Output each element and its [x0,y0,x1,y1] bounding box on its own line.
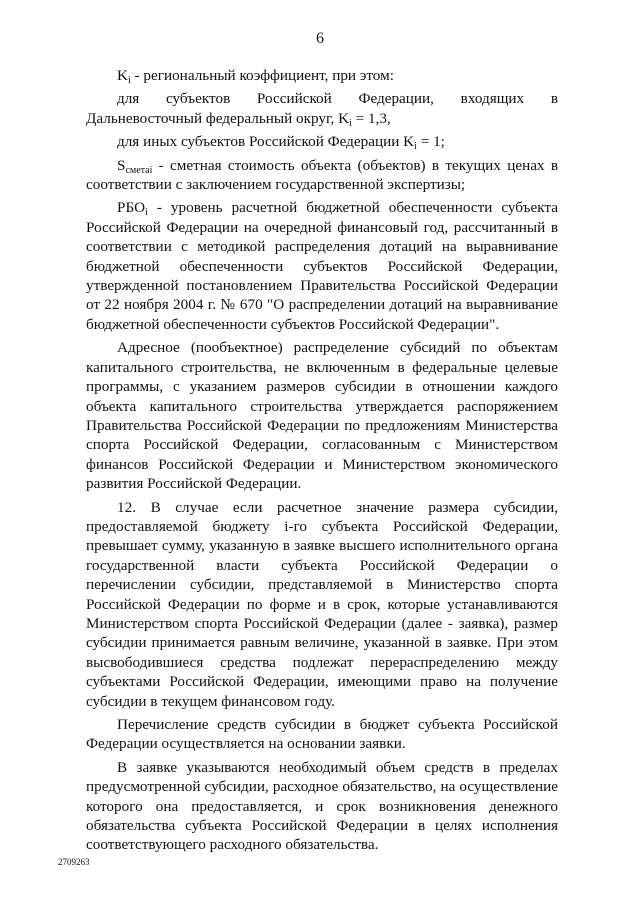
text-run: для иных субъектов Российской Федерации K [117,133,415,151]
text-run: - региональный коэффициент, при этом: [130,67,394,84]
text-run: Адресное (пообъектное) распределение субсидий по объектам капитального строительства, не включенным в федеральные целевые программы, с указанием размеров субсидии в отношении каждого объекта капитального строительства утверждается распоряжением Правительства Российской Федерации по предложениям Министерства спорта Российской Федерации, согласованным с Министерством финансов Российской Федерации и Министерством экономического развития Российской Федерации. [86,339,558,493]
subscript: i [145,207,148,219]
paragraph-ki-def [86,66,558,85]
page-number: 6 [316,30,324,47]
subscript: i [414,141,417,153]
text-run: - уровень расчетной бюджетной обеспеченности субъекта Российской Федерации на очередной финансовый год, рассчитанный в соответствии с методикой распределения дотаций на выравнивание бюджетной обеспеченности субъектов Российской Федерации, утвержденной постановлением Правительства Российской Федерации от 22 ноября 2004 г. № 670 "О распределении дотаций на выравнивание бюджетной обеспеченности субъектов Российской Федерации". [86,199,558,333]
text-run: - сметная стоимость объекта (объектов) в текущих ценах в соответствии с заключением государственной экспертизы; [86,156,558,194]
subscript: сметаi [125,164,153,176]
paragraph-address-distribution [86,338,558,493]
paragraph-transfer [86,715,558,754]
text-run: РБО [117,199,146,217]
text-run: Перечисление средств субсидии в бюджет субъекта Российской Федерации осуществляется на основании заявки. [86,716,558,753]
paragraph-rbo-def [86,198,558,334]
text-run: = 1; [416,133,445,151]
paragraph-application-contents [86,758,558,855]
text-run: = 1,3, [351,109,391,127]
paragraph-far-east [86,89,558,128]
text-run: В заявке указываются необходимый объем средств в пределах предусмотренной субсидии, расходное обязательство, на осуществление которого она предоставляется, и срок возникновения денежного обязательства субъекта Российской Федерации в целях исполнения соответствующего расходного обязательства. [86,758,558,854]
text-run: K [117,67,128,84]
document-code: 2709263 [58,857,90,867]
text-run: 12. В случае если расчетное значение размера субсидии, предоставляемой бюджету i-го субъекта Российской Федерации, превышает сумму, указанную в заявке высшего исполнительного органа государственной власти субъекта Российской Федерации о перечислении субсидии, представляемой в Министерство спорта Российской Федерации по форме и в срок, которые устанавливаются Министерством спорта Российской Федерации (далее - заявка), размер субсидии принимается равным величине, указанной в заявке. При этом высвободившиеся средства подлежат перераспределению между субъектами Российской Федерации, имеющими право на получение субсидии в текущем финансовом году. [86,498,558,710]
paragraph-other-subjects [86,132,558,151]
text-run: для субъектов Российской Федерации, входящих в Дальневосточный федеральный округ, K [86,90,558,127]
document-body [86,66,558,855]
paragraph-s-smet-def [86,156,558,195]
subscript: i [349,117,352,129]
subscript: i [127,75,131,86]
paragraph-item-12 [86,498,558,711]
text-run: S [117,156,126,174]
